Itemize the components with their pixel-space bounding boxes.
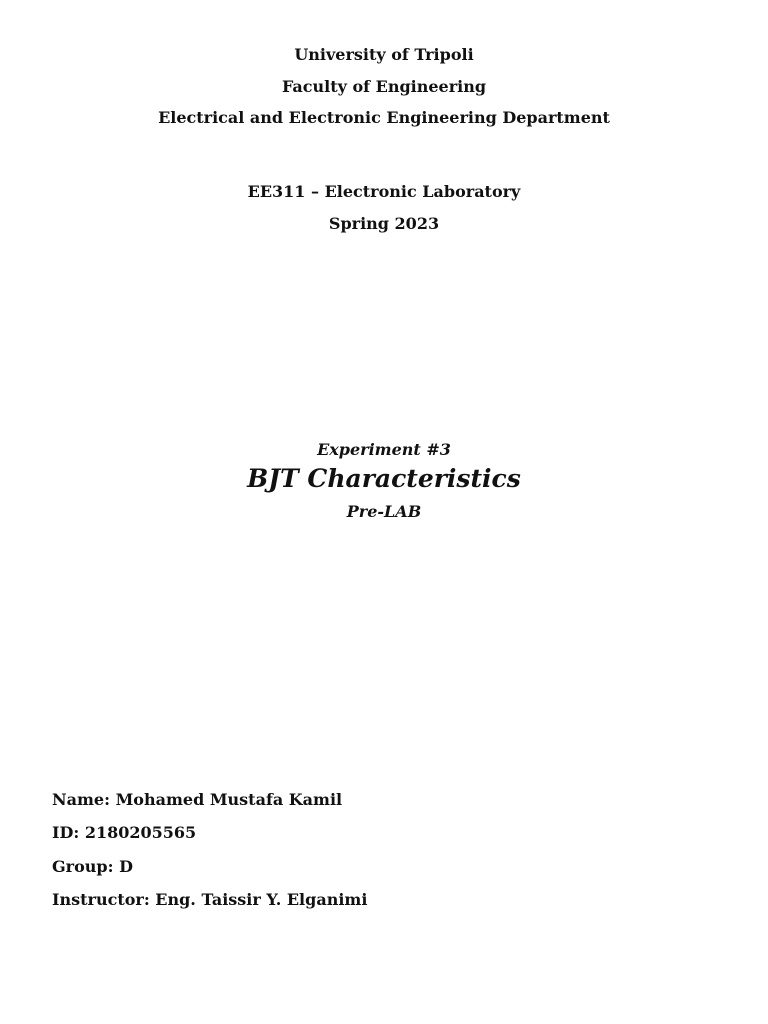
student-name: Name: Mohamed Mustafa Kamil: [52, 790, 343, 809]
experiment-subtitle: Pre-LAB: [346, 502, 422, 521]
student-id: ID: 2180205565: [52, 823, 197, 842]
university-name: University of Tripoli: [294, 45, 474, 64]
experiment-number: Experiment #3: [317, 440, 451, 459]
faculty-name: Faculty of Engineering: [281, 77, 487, 96]
course-term: Spring 2023: [328, 214, 440, 233]
student-group: Group: D: [52, 857, 133, 876]
department-name: Electrical and Electronic Engineering Department: [158, 108, 610, 127]
experiment-title: BJT Characteristics: [247, 464, 521, 493]
course-title: EE311 – Electronic Laboratory: [247, 182, 521, 201]
instructor-name: Instructor: Eng. Taissir Y. Elganimi: [52, 890, 368, 909]
